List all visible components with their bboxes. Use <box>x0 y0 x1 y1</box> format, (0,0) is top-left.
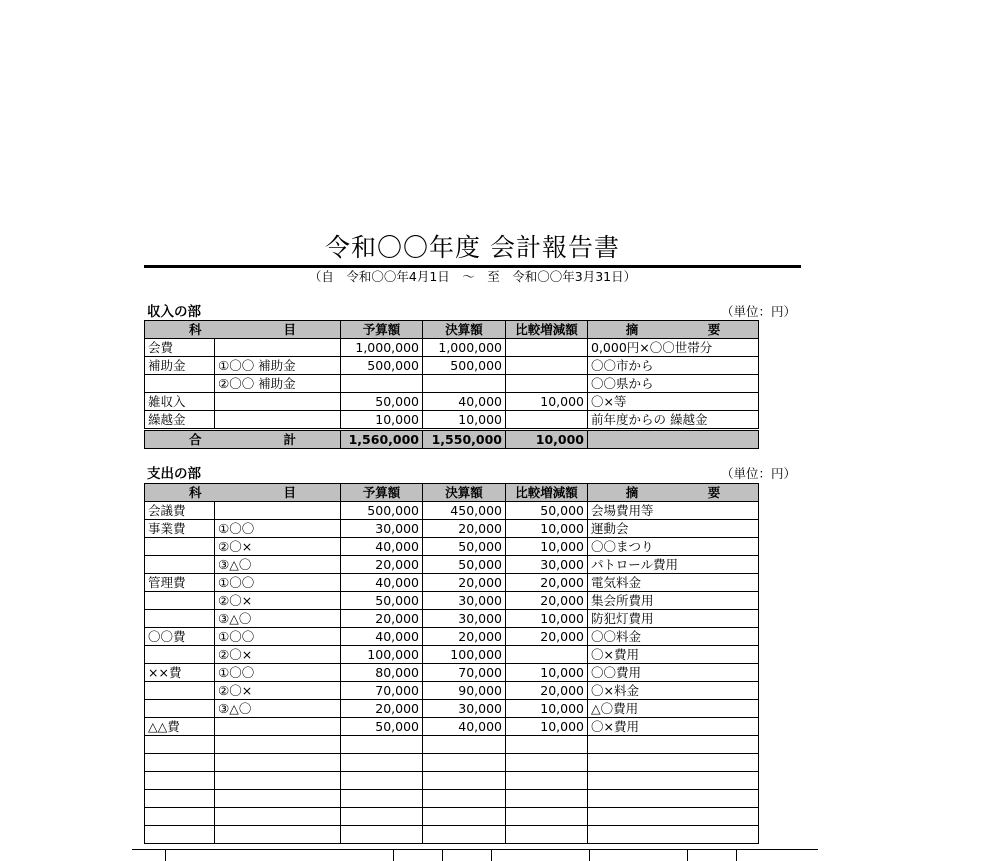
header-subject-a: 科 <box>188 322 202 337</box>
row-remarks[interactable]: 〇×費用 <box>588 718 759 736</box>
header-remarks <box>588 321 759 339</box>
row-category[interactable]: ××費 <box>145 664 215 682</box>
table-row <box>145 375 759 393</box>
row-remarks[interactable]: 前年度からの 繰越金 <box>588 411 759 430</box>
row-budget[interactable]: 40,000 <box>341 628 423 646</box>
header-subject-b: 目 <box>283 322 296 337</box>
row-difference[interactable] <box>506 339 588 357</box>
row-difference[interactable] <box>506 808 588 826</box>
row-item[interactable] <box>215 772 341 790</box>
row-category[interactable] <box>145 736 215 754</box>
expenditure-header-row <box>145 484 759 502</box>
row-budget[interactable] <box>341 790 423 808</box>
row-item[interactable] <box>215 502 341 520</box>
row-difference[interactable] <box>506 772 588 790</box>
header-settlement: 決算額 <box>423 321 506 339</box>
row-remarks[interactable]: 〇〇料金 <box>588 628 759 646</box>
header-budget: 予算額 <box>341 321 423 339</box>
table-row <box>145 736 759 754</box>
row-settlement[interactable]: 30,000 <box>423 610 506 628</box>
row-difference[interactable]: 10,000 <box>506 520 588 538</box>
row-difference[interactable]: 10,000 <box>506 538 588 556</box>
row-category[interactable] <box>145 592 215 610</box>
row-category[interactable] <box>145 700 215 718</box>
row-budget[interactable]: 30,000 <box>341 520 423 538</box>
row-remarks[interactable]: 防犯灯費用 <box>588 610 759 628</box>
table-row <box>145 502 759 520</box>
row-category[interactable]: 雑収入 <box>145 393 215 411</box>
header-budget: 予算額 <box>341 484 423 502</box>
row-category[interactable]: △△費 <box>145 718 215 736</box>
page-tick <box>589 850 590 861</box>
row-remarks[interactable] <box>588 826 759 844</box>
table-row <box>145 790 759 808</box>
row-item[interactable] <box>215 393 341 411</box>
expenditure-table <box>144 483 759 844</box>
header-subject <box>145 484 341 502</box>
row-category[interactable] <box>145 790 215 808</box>
table-row <box>145 538 759 556</box>
table-row <box>145 664 759 682</box>
row-category[interactable] <box>145 826 215 844</box>
total-difference[interactable]: 10,000 <box>506 430 588 449</box>
row-difference[interactable] <box>506 790 588 808</box>
row-budget[interactable]: 50,000 <box>341 592 423 610</box>
row-category[interactable] <box>145 808 215 826</box>
row-budget[interactable]: 40,000 <box>341 574 423 592</box>
row-settlement[interactable] <box>423 808 506 826</box>
table-row <box>145 520 759 538</box>
row-remarks[interactable] <box>588 772 759 790</box>
row-remarks[interactable]: 電気料金 <box>588 574 759 592</box>
row-item[interactable] <box>215 411 341 430</box>
row-settlement[interactable]: 40,000 <box>423 718 506 736</box>
row-settlement[interactable] <box>423 826 506 844</box>
row-settlement[interactable]: 100,000 <box>423 646 506 664</box>
row-budget[interactable]: 500,000 <box>341 502 423 520</box>
row-difference[interactable] <box>506 736 588 754</box>
row-item[interactable] <box>215 826 341 844</box>
table-row <box>145 610 759 628</box>
row-item[interactable] <box>215 718 341 736</box>
row-settlement[interactable]: 1,000,000 <box>423 339 506 357</box>
table-row <box>145 718 759 736</box>
row-category[interactable] <box>145 682 215 700</box>
header-remarks-a: 摘 <box>625 485 639 500</box>
table-row <box>145 682 759 700</box>
header-settlement: 決算額 <box>423 484 506 502</box>
row-settlement[interactable]: 30,000 <box>423 592 506 610</box>
row-category[interactable] <box>145 375 215 393</box>
header-subject <box>145 321 341 339</box>
row-budget[interactable]: 40,000 <box>341 538 423 556</box>
row-budget[interactable]: 100,000 <box>341 646 423 664</box>
row-item[interactable]: ①〇〇 補助金 <box>215 357 341 375</box>
income-header-row <box>145 321 759 339</box>
row-difference[interactable] <box>506 826 588 844</box>
row-category[interactable]: 会費 <box>145 339 215 357</box>
row-item[interactable] <box>215 790 341 808</box>
table-row <box>145 357 759 375</box>
row-settlement[interactable]: 450,000 <box>423 502 506 520</box>
page-tick <box>393 850 394 861</box>
row-budget[interactable] <box>341 754 423 772</box>
row-remarks[interactable]: 〇〇市から <box>588 357 759 375</box>
row-remarks[interactable]: 集会所費用 <box>588 592 759 610</box>
row-difference[interactable]: 20,000 <box>506 628 588 646</box>
expenditure-unit-label: （単位：円） <box>720 466 796 481</box>
header-remarks-a: 摘 <box>625 322 639 337</box>
row-budget[interactable]: 10,000 <box>341 411 423 430</box>
row-settlement[interactable]: 70,000 <box>423 664 506 682</box>
row-budget[interactable]: 50,000 <box>341 718 423 736</box>
row-remarks[interactable]: 〇×費用 <box>588 646 759 664</box>
row-budget[interactable]: 20,000 <box>341 700 423 718</box>
row-settlement[interactable]: 40,000 <box>423 393 506 411</box>
row-remarks[interactable]: 〇×料金 <box>588 682 759 700</box>
row-settlement[interactable]: 20,000 <box>423 520 506 538</box>
page-tick <box>442 850 443 861</box>
row-remarks[interactable] <box>588 790 759 808</box>
row-budget[interactable] <box>341 826 423 844</box>
row-settlement[interactable]: 90,000 <box>423 682 506 700</box>
income-section-label: 収入の部 <box>147 304 201 320</box>
row-category[interactable]: 事業費 <box>145 520 215 538</box>
header-remarks-b: 要 <box>707 485 721 500</box>
row-difference[interactable]: 10,000 <box>506 718 588 736</box>
table-row <box>145 592 759 610</box>
income-total-row <box>145 430 759 449</box>
table-row <box>145 700 759 718</box>
row-category[interactable]: 〇〇費 <box>145 628 215 646</box>
page-break-rule <box>132 849 818 850</box>
total-label-b: 計 <box>283 432 296 447</box>
row-remarks[interactable]: 0,000円×〇〇世帯分 <box>588 339 759 357</box>
header-difference: 比較増減額 <box>506 321 588 339</box>
table-row <box>145 808 759 826</box>
row-item[interactable] <box>215 339 341 357</box>
table-row <box>145 411 759 430</box>
header-subject-b: 目 <box>283 485 296 500</box>
row-budget[interactable] <box>341 808 423 826</box>
row-budget[interactable]: 20,000 <box>341 610 423 628</box>
report-title: 令和〇〇年度 会計報告書 <box>325 233 620 262</box>
row-remarks[interactable]: 〇〇県から <box>588 375 759 393</box>
row-category[interactable] <box>145 754 215 772</box>
row-remarks[interactable]: 会場費用等 <box>588 502 759 520</box>
row-difference[interactable]: 20,000 <box>506 574 588 592</box>
row-budget[interactable]: 20,000 <box>341 556 423 574</box>
total-budget[interactable]: 1,560,000 <box>341 430 423 449</box>
row-remarks[interactable] <box>588 736 759 754</box>
row-difference[interactable]: 30,000 <box>506 556 588 574</box>
row-remarks[interactable]: 〇〇費用 <box>588 664 759 682</box>
row-category[interactable] <box>145 646 215 664</box>
row-difference[interactable] <box>506 411 588 430</box>
row-budget[interactable] <box>341 772 423 790</box>
row-settlement[interactable] <box>423 754 506 772</box>
row-item[interactable]: ①〇〇 <box>215 628 341 646</box>
total-label <box>145 430 341 449</box>
table-row <box>145 754 759 772</box>
row-item[interactable]: ②〇× <box>215 538 341 556</box>
table-row <box>145 646 759 664</box>
row-settlement[interactable] <box>423 772 506 790</box>
row-category[interactable] <box>145 538 215 556</box>
row-item[interactable]: ③△〇 <box>215 556 341 574</box>
row-category[interactable] <box>145 610 215 628</box>
row-item[interactable]: ②〇× <box>215 682 341 700</box>
row-budget[interactable]: 80,000 <box>341 664 423 682</box>
row-remarks[interactable]: 〇×等 <box>588 393 759 411</box>
row-item[interactable]: ③△〇 <box>215 700 341 718</box>
table-row <box>145 556 759 574</box>
row-budget[interactable]: 70,000 <box>341 682 423 700</box>
expenditure-section-label: 支出の部 <box>147 466 201 482</box>
row-difference[interactable] <box>506 357 588 375</box>
row-item[interactable]: ②〇〇 補助金 <box>215 375 341 393</box>
row-item[interactable]: ②〇× <box>215 646 341 664</box>
income-table <box>144 320 759 449</box>
row-item[interactable] <box>215 736 341 754</box>
table-row <box>145 772 759 790</box>
row-settlement[interactable]: 50,000 <box>423 538 506 556</box>
row-settlement[interactable] <box>423 375 506 393</box>
row-settlement[interactable]: 50,000 <box>423 556 506 574</box>
row-difference[interactable]: 20,000 <box>506 682 588 700</box>
page-tick <box>165 850 166 861</box>
table-row <box>145 826 759 844</box>
row-settlement[interactable]: 20,000 <box>423 628 506 646</box>
page-tick <box>491 850 492 861</box>
row-remarks[interactable]: △〇費用 <box>588 700 759 718</box>
row-settlement[interactable] <box>423 736 506 754</box>
row-settlement[interactable]: 10,000 <box>423 411 506 430</box>
page-tick <box>687 850 688 861</box>
row-difference[interactable] <box>506 646 588 664</box>
row-remarks[interactable] <box>588 754 759 772</box>
row-category[interactable] <box>145 772 215 790</box>
row-item[interactable]: ①〇〇 <box>215 574 341 592</box>
total-label-a: 合 <box>188 432 202 447</box>
table-row <box>145 628 759 646</box>
row-difference[interactable] <box>506 375 588 393</box>
row-category[interactable]: 繰越金 <box>145 411 215 430</box>
page-tick <box>736 850 737 861</box>
row-budget[interactable]: 500,000 <box>341 357 423 375</box>
row-settlement[interactable]: 20,000 <box>423 574 506 592</box>
row-budget[interactable] <box>341 375 423 393</box>
row-difference[interactable]: 10,000 <box>506 664 588 682</box>
row-item[interactable]: ①〇〇 <box>215 664 341 682</box>
row-category[interactable] <box>145 556 215 574</box>
total-settlement[interactable]: 1,550,000 <box>423 430 506 449</box>
row-settlement[interactable]: 30,000 <box>423 700 506 718</box>
row-difference[interactable]: 20,000 <box>506 592 588 610</box>
header-remarks <box>588 484 759 502</box>
row-remarks[interactable]: 運動会 <box>588 520 759 538</box>
table-row <box>145 393 759 411</box>
row-budget[interactable]: 1,000,000 <box>341 339 423 357</box>
row-settlement[interactable]: 500,000 <box>423 357 506 375</box>
row-budget[interactable]: 50,000 <box>341 393 423 411</box>
row-item[interactable] <box>215 808 341 826</box>
row-settlement[interactable] <box>423 790 506 808</box>
row-difference[interactable]: 10,000 <box>506 393 588 411</box>
row-difference[interactable]: 50,000 <box>506 502 588 520</box>
row-difference[interactable]: 10,000 <box>506 700 588 718</box>
row-difference[interactable] <box>506 754 588 772</box>
row-remarks[interactable] <box>588 808 759 826</box>
row-item[interactable]: ①〇〇 <box>215 520 341 538</box>
report-period: （自 令和〇〇年4月1日 ～ 至 令和〇〇年3月31日） <box>308 269 637 284</box>
row-difference[interactable]: 10,000 <box>506 610 588 628</box>
row-category[interactable]: 補助金 <box>145 357 215 375</box>
header-difference: 比較増減額 <box>506 484 588 502</box>
header-remarks-b: 要 <box>707 322 721 337</box>
income-unit-label: （単位：円） <box>720 304 796 319</box>
row-remarks[interactable]: 〇〇まつり <box>588 538 759 556</box>
row-item[interactable]: ③△〇 <box>215 610 341 628</box>
row-remarks[interactable]: パトロール費用 <box>588 556 759 574</box>
table-row <box>145 574 759 592</box>
row-category[interactable]: 会議費 <box>145 502 215 520</box>
row-item[interactable] <box>215 754 341 772</box>
row-category[interactable]: 管理費 <box>145 574 215 592</box>
header-subject-a: 科 <box>188 485 202 500</box>
total-remarks[interactable] <box>588 430 759 449</box>
row-item[interactable]: ②〇× <box>215 592 341 610</box>
table-row <box>145 339 759 357</box>
row-budget[interactable] <box>341 736 423 754</box>
